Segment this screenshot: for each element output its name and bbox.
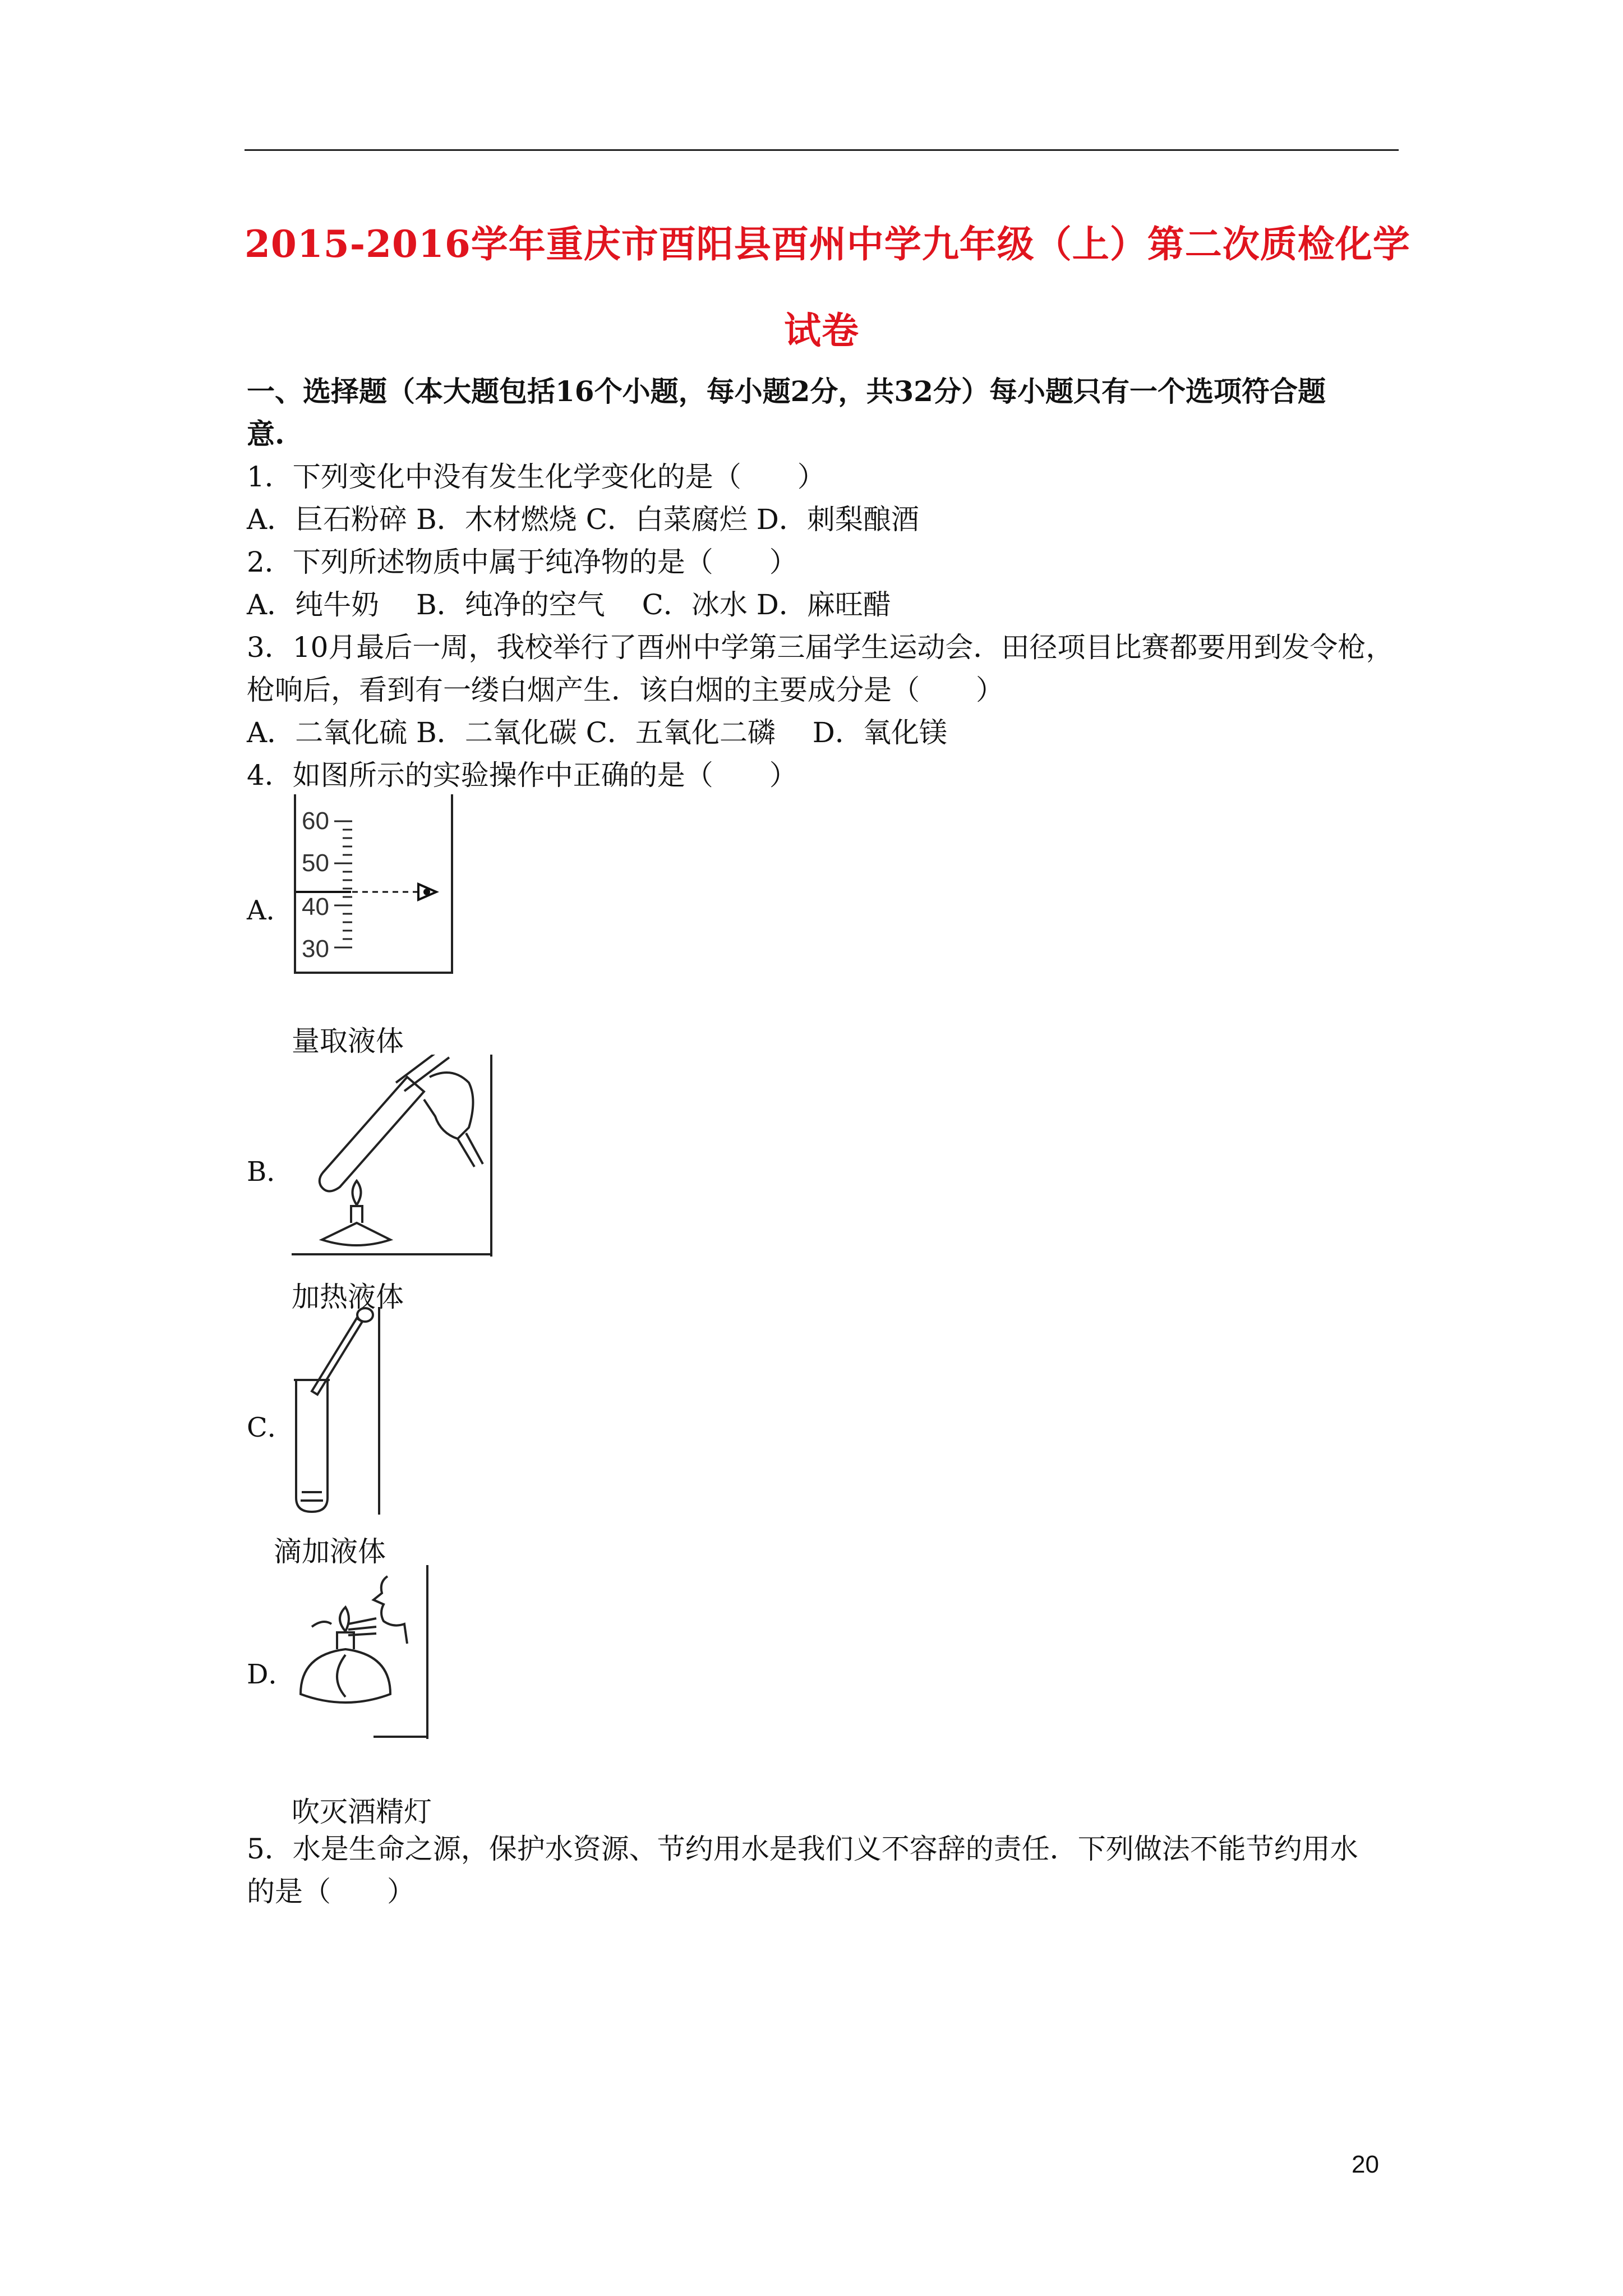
q5-stem-line2: 的是（ ） bbox=[247, 1875, 415, 1908]
q4-option-a-caption: 量取液体 bbox=[292, 1025, 404, 1057]
scale-label-40: 40 bbox=[302, 893, 329, 921]
q4-option-b-caption: 加热液体 bbox=[292, 1281, 404, 1313]
page-number: 20 bbox=[1352, 2151, 1379, 2178]
scale-label-60: 60 bbox=[302, 807, 329, 835]
scale-label-50: 50 bbox=[302, 849, 329, 877]
q4-option-d-label: D． bbox=[247, 1659, 296, 1690]
q4-option-b-label: B． bbox=[247, 1156, 294, 1188]
q2-stem: 2．下列所述物质中属于纯净物的是（ ） bbox=[247, 546, 797, 578]
section-heading-line2: 意. bbox=[247, 417, 285, 450]
q5-stem-line1: 5．水是生命之源，保护水资源、节约用水是我们义不容辞的责任．下列做法不能节约用水 bbox=[247, 1833, 1358, 1865]
graduated-cylinder-figure bbox=[289, 794, 458, 974]
q4-option-d-caption: 吹灭酒精灯 bbox=[292, 1796, 432, 1828]
alcohol-lamp-figure bbox=[289, 1565, 430, 1739]
q4-option-c-label: C． bbox=[247, 1412, 294, 1443]
section-heading-line1: 一、选择题（本大题包括16个小题，每小题2分，共32分）每小题只有一个选项符合题 bbox=[247, 375, 1326, 408]
q1-stem: 1．下列变化中没有发生化学变化的是（ ） bbox=[247, 461, 826, 493]
q4-option-c-caption: 滴加液体 bbox=[274, 1535, 386, 1568]
header-rule bbox=[245, 149, 1399, 151]
paper-title-line2: 试卷 bbox=[784, 309, 859, 352]
paper-title-line1: 2015-2016学年重庆市酉阳县酉州中学九年级（上）第二次质检化学 bbox=[245, 222, 1410, 266]
q3-stem-line2: 枪响后，看到有一缕白烟产生．该白烟的主要成分是（ ） bbox=[247, 674, 1004, 706]
heating-liquid-figure bbox=[289, 1055, 494, 1257]
scale-label-30: 30 bbox=[302, 935, 329, 963]
q4-stem: 4．如图所示的实验操作中正确的是（ ） bbox=[247, 759, 797, 792]
q2-options: A．纯牛奶 B．纯净的空气 C．冰水 D．麻旺醋 bbox=[247, 588, 891, 621]
q3-stem-line1: 3．10月最后一周，我校举行了酉州中学第三届学生运动会．田径项目比赛都要用到发令枪， bbox=[247, 631, 1394, 664]
q1-options: A．巨石粉碎 B．木材燃烧 C．白菜腐烂 D．刺梨酿酒 bbox=[247, 503, 919, 536]
dropping-liquid-figure bbox=[289, 1307, 390, 1515]
q4-option-a-label: A． bbox=[247, 895, 293, 926]
q3-options: A．二氧化硫 B．二氧化碳 C．五氧化二磷 D．氧化镁 bbox=[247, 716, 947, 749]
